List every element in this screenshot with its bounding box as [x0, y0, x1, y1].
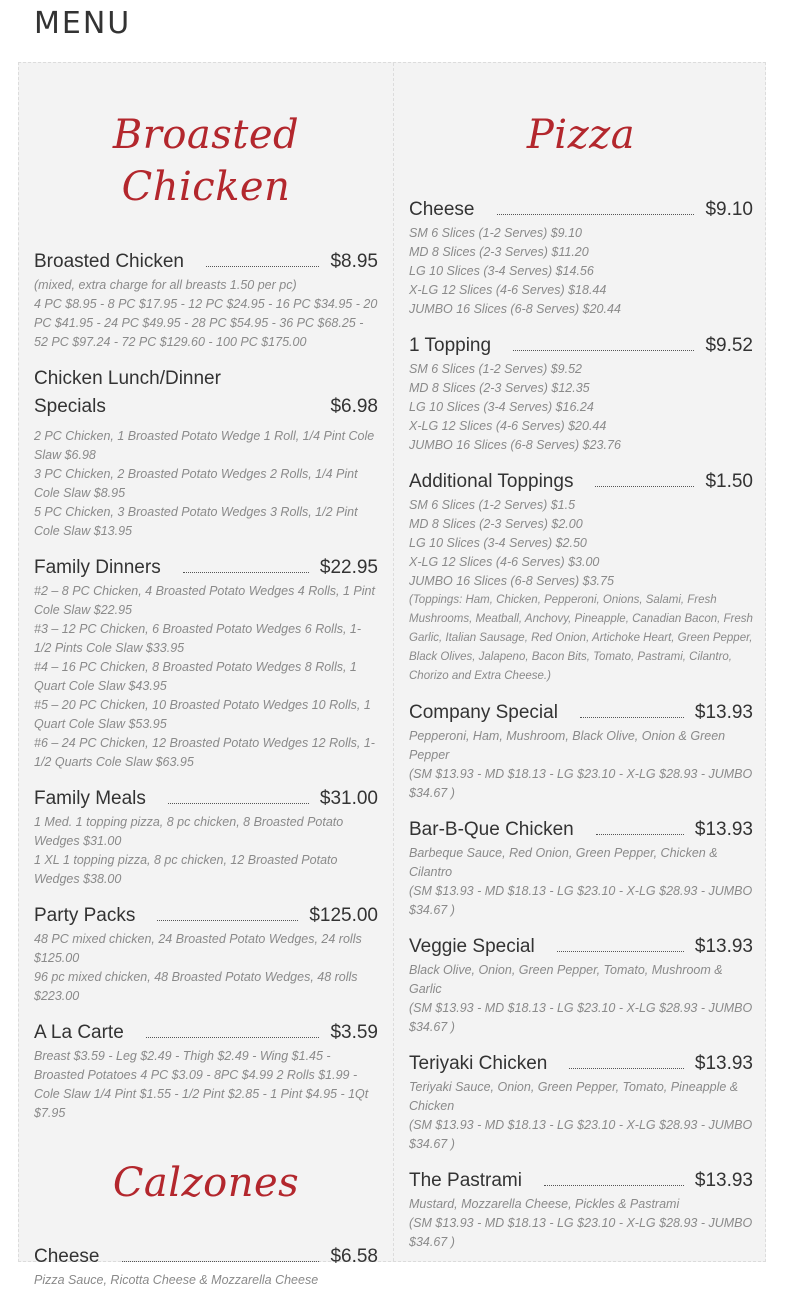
section-heading-pizza: Pizza: [526, 112, 636, 158]
item-price: $1.50: [705, 471, 753, 492]
dotted-leader: [569, 1067, 684, 1069]
menu-item-a-la-carte[interactable]: [34, 1019, 378, 1123]
menu-column-left: [34, 63, 378, 1290]
section-heading-broasted-chicken: Broasted Chicken: [112, 112, 300, 210]
item-description: (SM $13.93 - MD $18.13 - LG $23.10 - X-LG $28.93 - JUMBO $34.67 ): [409, 1118, 753, 1151]
item-description: Pizza Sauce, Ricotta Cheese & Mozzarella Cheese: [34, 1273, 319, 1287]
menu-board: [18, 62, 766, 1287]
dotted-leader: [183, 571, 309, 573]
item-name: Additional Toppings: [409, 471, 574, 492]
item-name: A La Carte: [34, 1022, 124, 1043]
item-description: SM 6 Slices (1-2 Serves) $1.5: [409, 498, 576, 512]
menu-item-calzone-cheese[interactable]: [34, 1243, 378, 1290]
dotted-leader: [544, 1184, 684, 1186]
item-name: The Pastrami: [409, 1170, 522, 1191]
item-price: $125.00: [309, 905, 378, 926]
item-description: X-LG 12 Slices (4-6 Serves) $3.00: [409, 555, 600, 569]
item-name: Party Packs: [34, 905, 136, 926]
dotted-leader: [122, 1260, 320, 1262]
item-description: SM 6 Slices (1-2 Serves) $9.10: [409, 226, 582, 240]
dotted-leader: [497, 213, 695, 215]
item-description: 3 PC Chicken, 2 Broasted Potato Wedges 2 Rolls, 1/4 Pint Cole Slaw $8.95: [34, 467, 358, 500]
dotted-leader: [146, 1036, 320, 1038]
item-name: 1 Topping: [409, 335, 492, 356]
dotted-leader: [157, 919, 298, 921]
item-price: $3.59: [330, 1022, 378, 1043]
menu-item-additional-toppings[interactable]: [409, 468, 753, 686]
menu-item-lunch-dinner-specials[interactable]: [34, 365, 378, 541]
item-price: $13.93: [694, 702, 753, 723]
menu-item-family-dinners[interactable]: [34, 554, 378, 772]
item-description: #5 – 20 PC Chicken, 10 Broasted Potato Wedges 10 Rolls, 1 Quart Cole Slaw $53.95: [34, 698, 371, 731]
item-description: (SM $13.93 - MD $18.13 - LG $23.10 - X-LG $28.93 - JUMBO $34.67 ): [409, 1216, 753, 1249]
item-description: #3 – 12 PC Chicken, 6 Broasted Potato Wedges 6 Rolls, 1-1/2 Pints Cole Slaw $33.95: [34, 622, 362, 655]
menu-item-teriyaki-chicken[interactable]: [409, 1050, 753, 1154]
item-price: $13.93: [694, 819, 753, 840]
item-name: Veggie Special: [409, 936, 535, 957]
item-price: $8.95: [330, 251, 378, 272]
item-price: $13.93: [694, 1053, 753, 1074]
item-price: $9.52: [705, 335, 753, 356]
item-description: (mixed, extra charge for all breasts 1.50 per pc): [34, 278, 297, 292]
item-description: SM 6 Slices (1-2 Serves) $9.52: [409, 362, 582, 376]
item-description: #6 – 24 PC Chicken, 12 Broasted Potato Wedges 12 Rolls, 1-1/2 Quarts Cole Slaw $63.95: [34, 736, 375, 769]
item-description: Mustard, Mozzarella Cheese, Pickles & Pastrami: [409, 1197, 680, 1211]
menu-item-company-special[interactable]: [409, 699, 753, 803]
item-name: Bar-B-Que Chicken: [409, 819, 574, 840]
item-description: (SM $13.93 - MD $18.13 - LG $23.10 - X-LG $28.93 - JUMBO $34.67 ): [409, 884, 753, 917]
menu-item-pizza-cheese[interactable]: [409, 196, 753, 319]
item-description: 1 Med. 1 topping pizza, 8 pc chicken, 8 Broasted Potato Wedges $31.00: [34, 815, 344, 848]
item-description: Teriyaki Sauce, Onion, Green Pepper, Tomato, Pineapple & Chicken: [409, 1080, 739, 1113]
item-description: JUMBO 16 Slices (6-8 Serves) $23.76: [409, 438, 621, 452]
item-description: LG 10 Slices (3-4 Serves) $2.50: [409, 536, 587, 550]
item-description: 1 XL 1 topping pizza, 8 pc chicken, 12 Broasted Potato Wedges $38.00: [34, 853, 338, 886]
item-description: 4 PC $8.95 - 8 PC $17.95 - 12 PC $24.95 - 16 PC $34.95 - 20 PC $41.95 - 24 PC $49.95 - 28 PC $54.95 - 36 PC $68.25 - 52 PC $97.24 - 72 PC $129.60 - 100 PC $175.00: [34, 297, 378, 349]
dotted-leader: [168, 802, 309, 804]
dotted-leader: [596, 833, 684, 835]
dotted-leader: [580, 716, 684, 718]
item-name: Broasted Chicken: [34, 251, 184, 272]
item-description: #4 – 16 PC Chicken, 8 Broasted Potato Wedges 8 Rolls, 1 Quart Cole Slaw $43.95: [34, 660, 357, 693]
item-price: $6.98: [330, 396, 378, 417]
menu-column-right: [409, 63, 753, 1252]
item-price: $31.00: [319, 788, 378, 809]
item-price: $22.95: [319, 557, 378, 578]
menu-item-veggie-special[interactable]: [409, 933, 753, 1037]
toppings-note: (Toppings: Ham, Chicken, Pepperoni, Onions, Salami, Fresh Mushrooms, Meatball, Anchovy, Pineapple, Canadian Bacon, Fresh Garlic, Italian Sausage, Red Onion, Artichoke Heart, Green Pepper, Black Olives, Jalapeno, Bacon Bits, Tomato, Pastrami, Cilantro, Chorizo and Extra Cheese.): [409, 594, 753, 682]
item-name: Family Dinners: [34, 557, 161, 578]
item-name: Cheese: [34, 1246, 100, 1267]
item-name: Family Meals: [34, 788, 146, 809]
item-name: Company Special: [409, 702, 558, 723]
item-description: MD 8 Slices (2-3 Serves) $11.20: [409, 245, 589, 259]
item-name: Chicken Lunch/Dinner Specials: [34, 368, 221, 417]
dotted-leader: [206, 265, 319, 267]
item-price: $13.93: [694, 1170, 753, 1191]
item-name: Teriyaki Chicken: [409, 1053, 548, 1074]
dotted-leader: [513, 349, 694, 351]
item-description: 2 PC Chicken, 1 Broasted Potato Wedge 1 Roll, 1/4 Pint Cole Slaw $6.98: [34, 429, 375, 462]
item-description: Breast $3.59 - Leg $2.49 - Thigh $2.49 - Wing $1.45 - Broasted Potatoes 4 PC $3.09 - 8PC $4.99 2 Rolls $1.99 - Cole Slaw 1/4 Pint $1.55 - 1/2 Pint $2.85 - 1 Pint $4.95 - 1Qt $7.95: [34, 1049, 369, 1120]
item-description: Black Olive, Onion, Green Pepper, Tomato, Mushroom & Garlic: [409, 963, 723, 996]
menu-item-bbq-chicken[interactable]: [409, 816, 753, 920]
item-description: JUMBO 16 Slices (6-8 Serves) $20.44: [409, 302, 621, 316]
menu-item-broasted-chicken[interactable]: [34, 248, 378, 352]
item-price: $13.93: [694, 936, 753, 957]
item-description: 48 PC mixed chicken, 24 Broasted Potato Wedges, 24 rolls $125.00: [34, 932, 362, 965]
menu-item-one-topping[interactable]: [409, 332, 753, 455]
item-description: LG 10 Slices (3-4 Serves) $16.24: [409, 400, 594, 414]
item-description: MD 8 Slices (2-3 Serves) $12.35: [409, 381, 590, 395]
item-description: 96 pc mixed chicken, 48 Broasted Potato Wedges, 48 rolls $223.00: [34, 970, 358, 1003]
item-price: $9.10: [705, 199, 753, 220]
item-description: #2 – 8 PC Chicken, 4 Broasted Potato Wedges 4 Rolls, 1 Pint Cole Slaw $22.95: [34, 584, 375, 617]
item-description: LG 10 Slices (3-4 Serves) $14.56: [409, 264, 594, 278]
page-title: MENU: [34, 6, 132, 41]
menu-item-family-meals[interactable]: [34, 785, 378, 889]
item-description: Pepperoni, Ham, Mushroom, Black Olive, Onion & Green Pepper: [409, 729, 726, 762]
item-price: $6.58: [330, 1246, 378, 1267]
item-description: (SM $13.93 - MD $18.13 - LG $23.10 - X-LG $28.93 - JUMBO $34.67 ): [409, 767, 753, 800]
dotted-leader: [595, 485, 694, 487]
menu-item-the-pastrami[interactable]: [409, 1167, 753, 1252]
item-description: JUMBO 16 Slices (6-8 Serves) $3.75: [409, 574, 614, 588]
menu-item-party-packs[interactable]: [34, 902, 378, 1006]
item-description: 5 PC Chicken, 3 Broasted Potato Wedges 3 Rolls, 1/2 Pint Cole Slaw $13.95: [34, 505, 358, 538]
item-description: X-LG 12 Slices (4-6 Serves) $18.44: [409, 283, 607, 297]
item-description: Barbeque Sauce, Red Onion, Green Pepper, Chicken & Cilantro: [409, 846, 718, 879]
item-description: (SM $13.93 - MD $18.13 - LG $23.10 - X-LG $28.93 - JUMBO $34.67 ): [409, 1001, 753, 1034]
item-name: Cheese: [409, 199, 475, 220]
section-heading-calzones: Calzones: [112, 1160, 300, 1206]
dotted-leader: [557, 950, 684, 952]
column-divider: [393, 63, 394, 1261]
item-description: X-LG 12 Slices (4-6 Serves) $20.44: [409, 419, 607, 433]
item-description: MD 8 Slices (2-3 Serves) $2.00: [409, 517, 583, 531]
